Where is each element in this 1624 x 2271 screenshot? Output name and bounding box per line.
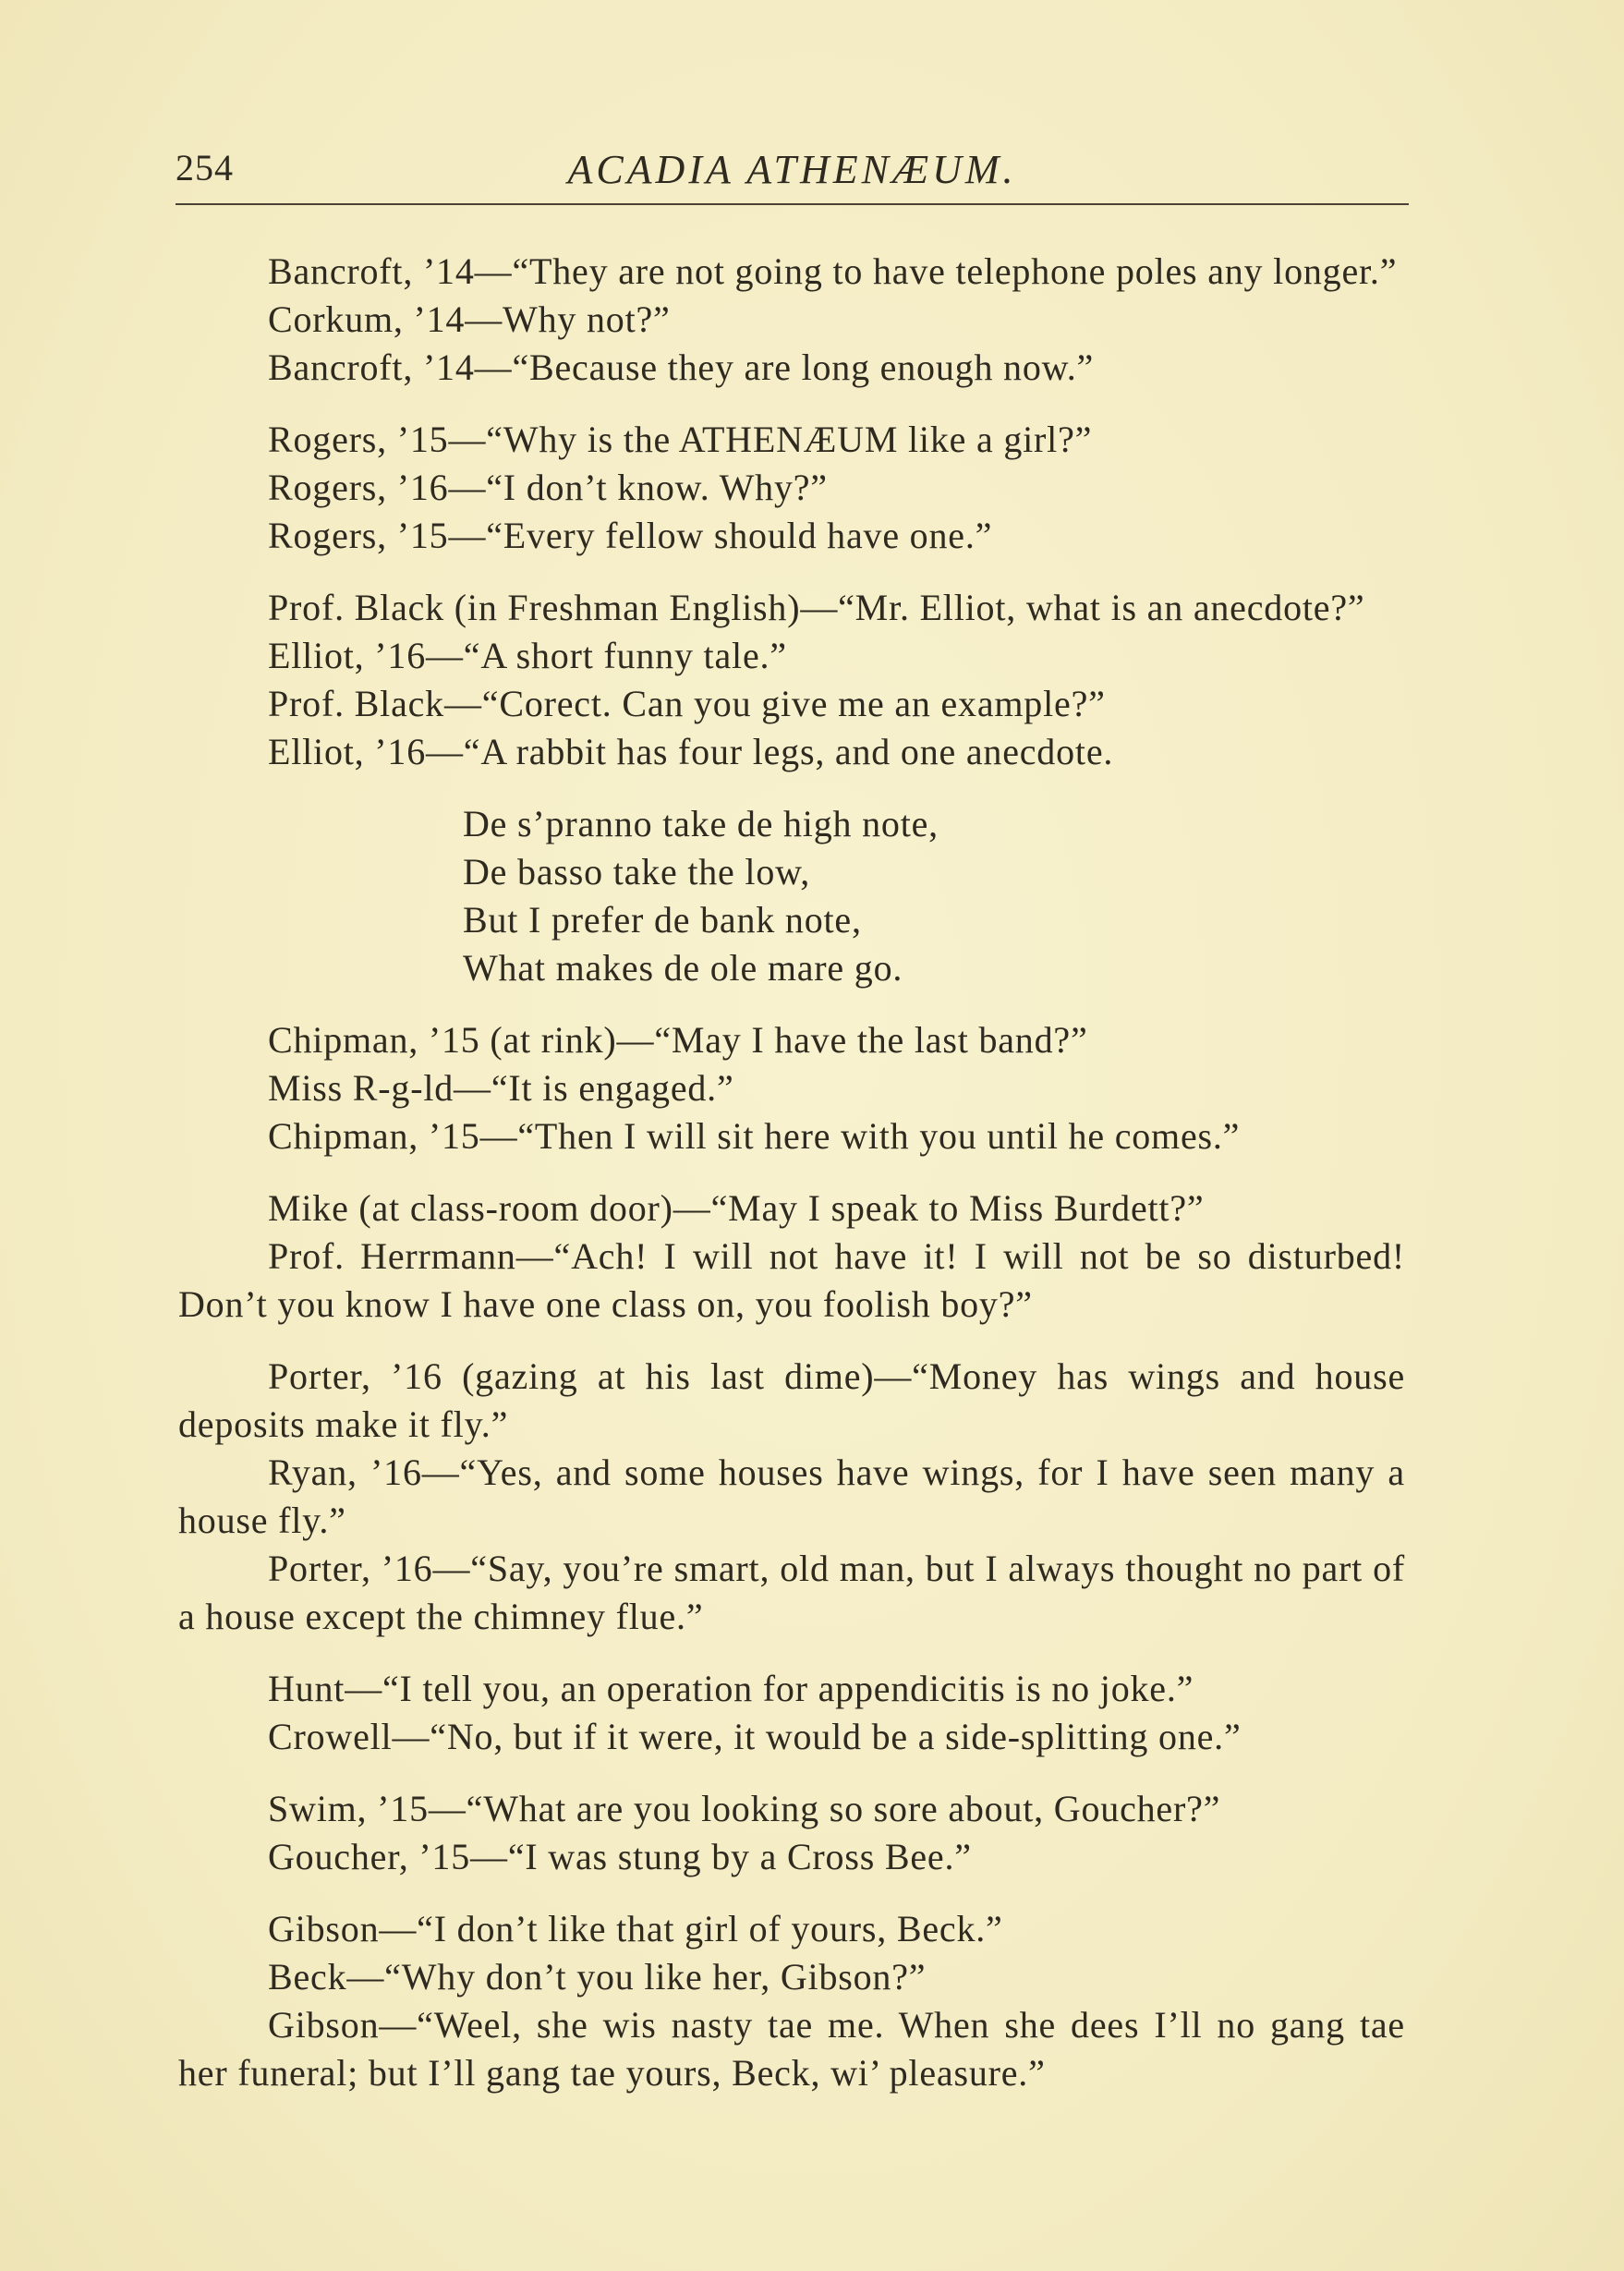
page-header [176, 139, 1409, 213]
dialogue-line: Elliot, ’16—“A rabbit has four legs, and one anecdote. [268, 731, 1114, 772]
dialogue-line: Miss R-g-ld—“It is engaged.” [268, 1067, 734, 1109]
verse-line: But I prefer de bank note, [463, 899, 862, 941]
dialogue-line: Bancroft, ’14—“They are not going to have telephone poles any longer.” [268, 250, 1398, 292]
dialogue-line: Corkum, ’14—Why not?” [268, 298, 671, 340]
dialogue-line: Gibson—“Weel, she wis nasty tae me. When she dees I’ll no gang tae her funeral; but I’ll gang tae yours, Beck, wi’ pleasure.” [178, 2004, 1405, 2094]
joke-group [178, 1905, 1405, 2097]
page-body [178, 248, 1405, 2121]
joke-group [178, 584, 1405, 776]
page-number: 254 [176, 147, 234, 188]
dialogue-line: Prof. Herrmann—“Ach! I will not have it! I will not be so disturbed! Don’t you know I have one class on, you foolish boy?” [178, 1235, 1405, 1325]
dialogue-line: Goucher, ’15—“I was stung by a Cross Bee.” [268, 1836, 972, 1877]
joke-group [178, 416, 1405, 560]
dialogue-line: Ryan, ’16—“Yes, and some houses have wings, for I have seen many a house fly.” [178, 1451, 1405, 1541]
joke-group [178, 1665, 1405, 1761]
joke-group [178, 1353, 1405, 1641]
dialogue-line: Beck—“Why don’t you like her, Gibson?” [268, 1956, 927, 1998]
dialogue-line: Bancroft, ’14—“Because they are long enough now.” [268, 346, 1095, 388]
dialogue-line: Elliot, ’16—“A short funny tale.” [268, 635, 787, 676]
dialogue-line: Prof. Black (in Freshman English)—“Mr. Elliot, what is an anecdote?” [268, 587, 1365, 628]
dialogue-line: Rogers, ’15—“Why is the ATHENÆUM like a girl?” [268, 419, 1093, 460]
header-rule [176, 203, 1409, 205]
dialogue-line: Rogers, ’16—“I don’t know. Why?” [268, 467, 828, 508]
dialogue-line: Rogers, ’15—“Every fellow should have one.” [268, 515, 993, 556]
dialogue-line: Swim, ’15—“What are you looking so sore about, Goucher?” [268, 1788, 1221, 1829]
dialogue-line: Crowell—“No, but if it were, it would be a side-splitting one.” [268, 1716, 1242, 1757]
dialogue-line: Porter, ’16—“Say, you’re smart, old man, but I always thought no part of a house except the chimney flue.” [178, 1548, 1405, 1637]
verse-line: De s’pranno take de high note, [463, 803, 939, 844]
joke-group [178, 1184, 1405, 1329]
dialogue-line: Mike (at class-room door)—“May I speak to Miss Burdett?” [268, 1187, 1205, 1229]
verse-block [463, 800, 1405, 992]
joke-group [178, 1016, 1405, 1160]
running-title: ACADIA ATHENÆUM. [567, 147, 1017, 192]
dialogue-line: Prof. Black—“Corect. Can you give me an example?” [268, 683, 1106, 724]
verse-line: What makes de ole mare go. [463, 947, 903, 989]
dialogue-line: Porter, ’16 (gazing at his last dime)—“Money has wings and house deposits make it fly.” [178, 1355, 1405, 1445]
joke-group [178, 1785, 1405, 1881]
verse-line: De basso take the low, [463, 851, 811, 893]
dialogue-line: Gibson—“I don’t like that girl of yours, Beck.” [268, 1908, 1003, 1949]
joke-group [178, 248, 1405, 392]
dialogue-line: Chipman, ’15—“Then I will sit here with you until he comes.” [268, 1115, 1241, 1157]
dialogue-line: Chipman, ’15 (at rink)—“May I have the last band?” [268, 1019, 1088, 1061]
dialogue-line: Hunt—“I tell you, an operation for appendicitis is no joke.” [268, 1668, 1194, 1709]
